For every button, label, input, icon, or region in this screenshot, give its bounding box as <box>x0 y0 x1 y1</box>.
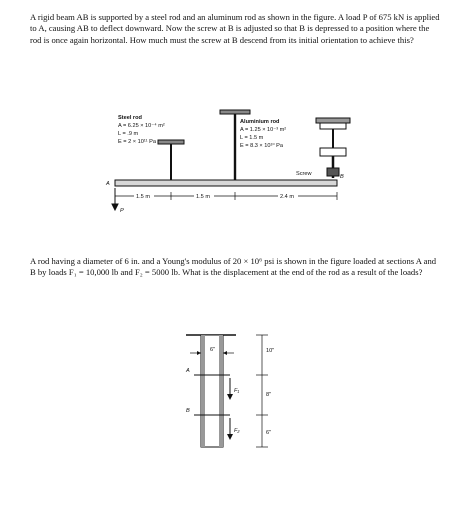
f1-label: F₁ <box>234 388 240 394</box>
rigid-beam <box>115 180 337 186</box>
problem-2-text: A rod having a diameter of 6 in. and a Young's modulus of 20 × 10⁶ psi is shown in the figure loaded at sections A and B by loads F₁ = 10,000 lb and F₂ = 5000 lb. What is the displacement at the end of the rod as a result of the loads? <box>30 256 437 278</box>
length-8-label: 8" <box>266 392 272 398</box>
diameter-label: 6" <box>210 347 216 353</box>
section-a-label: A <box>186 368 190 374</box>
rod-figure <box>186 335 268 447</box>
steel-rod-area: A = 6.25 × 10⁻⁴ m² <box>118 123 165 129</box>
f2-label: F₂ <box>234 428 240 434</box>
al-rod-length: L = 1.5 m <box>240 135 264 141</box>
dim-3-label: 2.4 m <box>280 194 294 200</box>
al-rod-modulus: E = 8.3 × 10¹⁰ Pa <box>240 143 283 149</box>
point-b-label: B <box>340 174 344 180</box>
point-a-label: A <box>106 181 110 187</box>
problem-1-text: A rigid beam AB is supported by a steel rod and an aluminum rod as shown in the figure. A load P of 675 kN is applied to A, causing AB to deflect downward. Now the screw at B is adjusted so that B is depressed to a position where the rod is once again horizontal. How much must the screw at B descend from its initial orientation to achieve this? <box>30 12 440 45</box>
dim-1-label: 1.5 m <box>136 194 150 200</box>
section-b-label: B <box>186 408 190 414</box>
al-rod-area: A = 1.25 × 10⁻³ m² <box>240 127 287 133</box>
f2-arrow <box>227 418 233 440</box>
steel-rod-title: Steel rod <box>118 115 142 121</box>
screw-label: Screw <box>296 171 312 177</box>
steel-rod-support <box>158 140 184 182</box>
dim-2-label: 1.5 m <box>196 194 210 200</box>
length-10-label: 10" <box>266 348 275 354</box>
steel-rod-modulus: E = 2 × 10¹¹ Pa <box>118 139 156 145</box>
beam-figure-labels <box>105 115 344 214</box>
screw-assembly <box>316 118 350 178</box>
al-rod-title: Aluminium rod <box>240 119 280 125</box>
length-6-label: 6" <box>266 430 272 436</box>
load-p-label: P <box>120 208 124 214</box>
f1-arrow <box>227 378 233 400</box>
steel-rod-length: L = .9 m <box>118 131 139 137</box>
